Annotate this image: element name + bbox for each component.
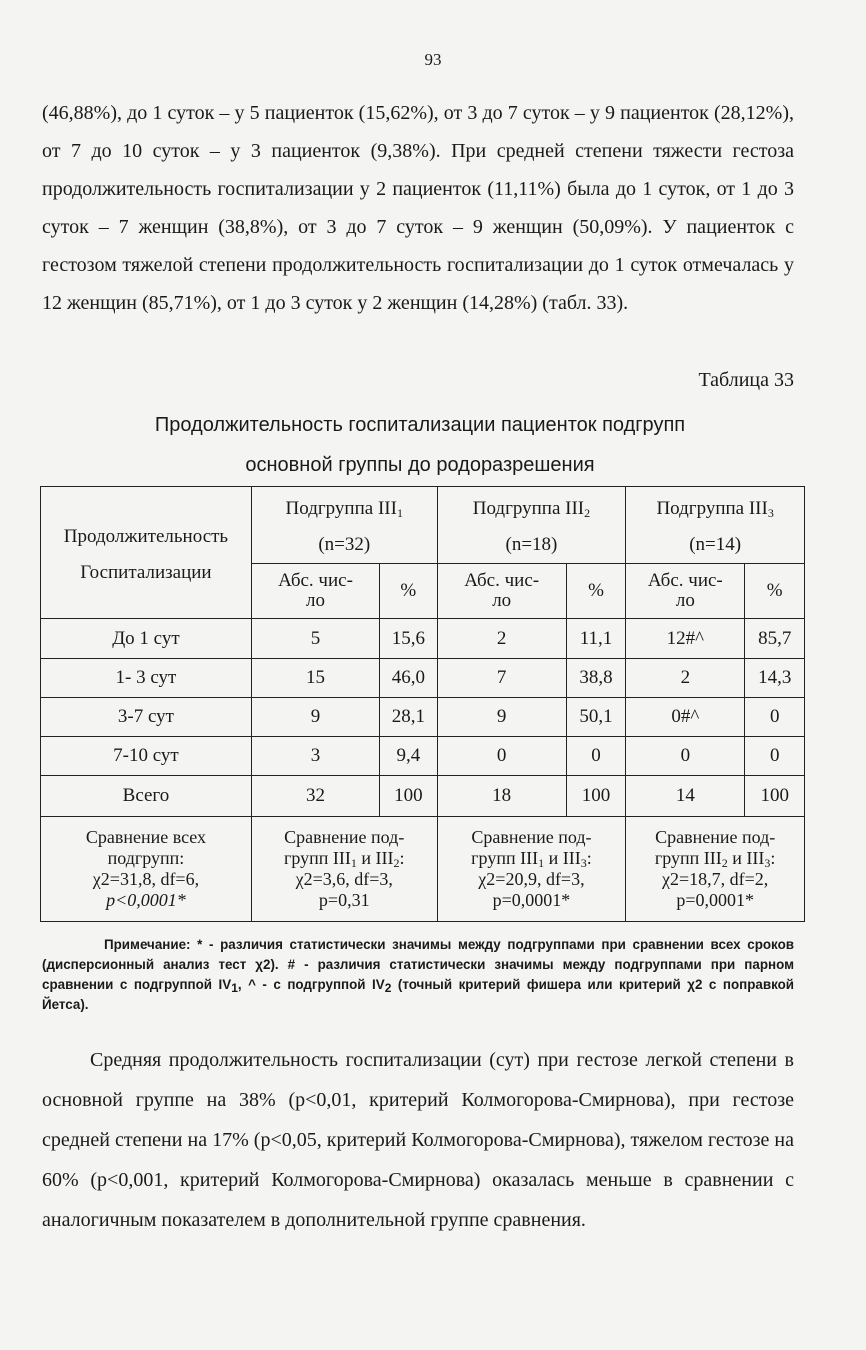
abs-header: Абс. чис- ло [626,564,745,619]
subgroup-name: Подгруппа $III_1$ [285,498,403,520]
cell: 0 [437,737,566,776]
cell: 100 [745,776,805,817]
table-row [41,776,805,817]
cell: 2 [626,659,745,698]
table-row [41,698,805,737]
cell: 5 [251,619,379,659]
cell: 38,8 [566,659,626,698]
cell: 0 [745,698,805,737]
subgroup-header-1 [251,487,437,564]
cell: 15 [251,659,379,698]
subgroup-n: (n=14) [689,534,742,555]
cell: 7 [437,659,566,698]
comparison-1-3: Сравнение под- групп $III_1$ и $III_3$: χ2=20,9, df=3, p=0,0001* [437,817,626,922]
subgroup-name: Подгруппа $III_2$ [472,498,591,520]
row-label: До 1 сут [41,619,252,659]
cell: 12#^ [626,619,745,659]
pct-header: % [380,564,438,619]
cell: 9 [437,698,566,737]
abs-header: Абс. чис- ло [437,564,566,619]
cell: 2 [437,619,566,659]
cell: 100 [380,776,438,817]
cell: 3 [251,737,379,776]
cell: 100 [566,776,626,817]
duration-header [41,487,252,619]
duration-header-line1: Продолжительность [63,525,229,547]
comparison-row [41,817,805,922]
table-note: Примечание: * - различия статистически значимы между подгруппами при сравнении всех сроков (дисперсионный анализ тест χ2). # - различия статистически значимы между подгруппами при парном сравнении с подгруппой $IV_1$, ^ - с подгруппой $IV_2$ (точный критерий фишера или критерий χ2 с поправкой Йетса). [42,937,795,1012]
cell: 50,1 [566,698,626,737]
paragraph-intro: (46,88%), до 1 суток – у 5 пациенток (15,62%), от 3 до 7 суток – у 9 пациенток (28,12%), от 7 до 10 суток – у 3 пациенток (9,38%). При средней степени тяжести гестоза продолжительность госпитализации у 2 пациенток (11,11%) была до 1 суток, от 1 до 3 суток – 7 женщин (38,8%), от 3 до 7 суток – 9 женщин (50,09%). У пациенток с гестозом тяжелой степени продолжительность госпитализации до 1 суток отмечалась у 12 женщин (85,71%), от 1 до 3 суток у 2 женщин (14,28%) (табл. 33). [42,102,794,314]
cell: 14 [626,776,745,817]
cell: 85,7 [745,619,805,659]
row-label: Всего [41,776,252,817]
cell: 0 [626,737,745,776]
table-title [40,405,800,485]
cell: 11,1 [566,619,626,659]
cell: 0#^ [626,698,745,737]
cell: 28,1 [380,698,438,737]
duration-header-line2: Госпитализации [80,561,212,583]
cell: 15,6 [380,619,438,659]
cell: 18 [437,776,566,817]
paragraph-conclusion: Средняя продолжительность госпитализации (сут) при гестозе легкой степени в основной группе на 38% (p<0,01, критерий Колмогорова-Смирнова), при гестозе средней степени на 17% (p<0,05, критерий Колмогорова-Смирнова), тяжелом гестозе на 60% (p<0,001, критерий Колмогорова-Смирнова) оказалась меньше в сравнении с аналогичным показателем в дополнительной группе сравнения. [42,1049,794,1231]
pct-header: % [745,564,805,619]
page-number: 93 [424,50,442,69]
table-title-line2: основной группы до родоразрешения [245,454,595,476]
subgroup-n: (n=18) [505,534,558,555]
subgroup-n: (n=32) [318,534,371,555]
subgroup-name: Подгруппа $III_3$ [656,498,774,520]
table-label: Таблица 33 [698,369,794,391]
cell: 0 [566,737,626,776]
table-row [41,659,805,698]
table-row [41,619,805,659]
row-label: 7-10 сут [41,737,252,776]
comparison-all: Сравнение всех подгрупп: χ2=31,8, df=6, p<0,0001* [41,817,252,922]
cell: 9 [251,698,379,737]
comparison-1-2: Сравнение под- групп $III_1$ и $III_2$: χ2=3,6, df=3, p=0,31 [251,817,437,922]
table-row [41,737,805,776]
cell: 9,4 [380,737,438,776]
cell: 46,0 [380,659,438,698]
row-label: 1- 3 сут [41,659,252,698]
comparison-2-3: Сравнение под- групп $III_2$ и $III_3$: χ2=18,7, df=2, p=0,0001* [626,817,805,922]
row-label: 3-7 сут [41,698,252,737]
abs-header: Абс. чис- ло [251,564,379,619]
pct-header: % [566,564,626,619]
hospitalization-table [40,486,805,922]
cell: 32 [251,776,379,817]
subgroup-header-3 [626,487,805,564]
cell: 0 [745,737,805,776]
subgroup-header-2 [437,487,626,564]
cell: 14,3 [745,659,805,698]
table-title-line1: Продолжительность госпитализации пациенток подгрупп [154,414,686,436]
